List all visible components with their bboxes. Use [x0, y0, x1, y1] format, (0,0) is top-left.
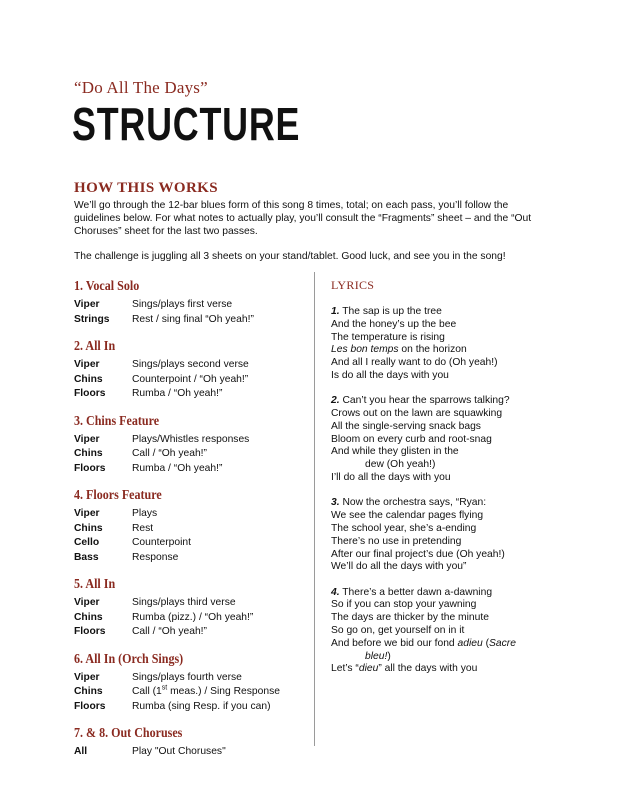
- role-label: Floors: [74, 388, 106, 399]
- lyric-line: And while they glisten in the: [331, 446, 459, 458]
- section-row: [74, 522, 306, 537]
- role-label: Floors: [74, 626, 106, 637]
- role-label: Floors: [74, 700, 106, 712]
- role-label: Chins: [74, 611, 103, 623]
- verse-number: 2.: [331, 395, 340, 407]
- section-title: 1. Vocal Solo: [74, 279, 140, 294]
- lyric-line: I’ll do all the days with you: [331, 472, 451, 484]
- section-row: [74, 433, 306, 448]
- role-task: Play "Out Choruses": [132, 746, 226, 757]
- lyric-line: [331, 651, 561, 664]
- lyric-line: [331, 663, 561, 676]
- lyric-italic: bleu!: [365, 650, 388, 662]
- lyric-text: Let’s “: [331, 663, 359, 675]
- verse-3: [331, 497, 561, 574]
- lyric-line: [331, 587, 561, 600]
- lyric-italic: adieu: [457, 637, 483, 649]
- verse-number: 3.: [331, 497, 340, 509]
- role-label: Viper: [74, 299, 100, 310]
- role-label: Viper: [74, 508, 100, 519]
- role-task: Sings/plays fourth verse: [132, 671, 242, 683]
- role-label: Strings: [74, 313, 110, 325]
- lyric-text: The sap is up the tree: [339, 306, 442, 317]
- section-row: [74, 507, 306, 522]
- verse-number: 1.: [331, 306, 340, 317]
- role-label: All: [74, 746, 88, 757]
- lyric-line: After our final project’s due (Oh yeah!): [331, 548, 505, 560]
- verse-number: 4.: [331, 586, 340, 598]
- lyric-line: [331, 306, 561, 319]
- role-task: Rest / sing final “Oh yeah!”: [132, 313, 254, 325]
- section-5: [74, 576, 306, 640]
- section-row: [74, 596, 306, 611]
- lyric-line: We see the calendar pages flying: [331, 510, 484, 522]
- section-row: [74, 611, 306, 626]
- song-title: “Do All The Days”: [74, 78, 208, 97]
- role-label: Viper: [74, 433, 100, 445]
- lyric-line: Crows out on the lawn are squawking: [331, 408, 503, 420]
- lyric-text: ): [387, 650, 391, 662]
- lyric-text: ” all the days with you: [378, 663, 478, 675]
- intro-paragraph-2: The challenge is juggling all 3 sheets on your stand/tablet. Good luck, and see you in the song!: [74, 251, 506, 262]
- verse-4: [331, 587, 561, 677]
- role-label: Cello: [74, 537, 100, 548]
- section-row: [74, 551, 306, 566]
- role-task: Sings/plays second verse: [132, 359, 249, 370]
- lyric-text: And before we bid our fond: [331, 637, 458, 649]
- lyric-line: The school year, she’s a-ending: [331, 522, 477, 534]
- lyrics-heading: LYRICS: [331, 278, 375, 292]
- section-row: [74, 671, 306, 686]
- lyric-line: So if you can stop your yawning: [331, 599, 477, 611]
- role-task: Response: [132, 551, 179, 563]
- role-task: Call / “Oh yeah!”: [132, 448, 207, 459]
- lyric-line: All the single-serving snack bags: [331, 420, 481, 432]
- section-title: 5. All In: [74, 577, 116, 592]
- lyric-line: [331, 638, 561, 651]
- lyric-text: Now the orchestra says, “Ryan:: [339, 497, 487, 509]
- section-row: [74, 313, 306, 328]
- section-row: [74, 298, 306, 313]
- lyric-line: And the honey’s up the bee: [331, 318, 457, 330]
- task-text: meas.) / Sing Response: [167, 686, 280, 697]
- role-task: Counterpoint / “Oh yeah!”: [132, 373, 249, 385]
- role-task: Call / “Oh yeah!”: [132, 626, 207, 637]
- lyric-line: We’ll do all the days with you”: [331, 561, 467, 573]
- role-label: Chins: [74, 373, 103, 385]
- section-row: [74, 447, 306, 462]
- role-task: Plays/Whistles responses: [132, 433, 250, 445]
- lyric-line: [331, 497, 561, 510]
- role-task: Sings/plays first verse: [132, 299, 233, 310]
- section-3: [74, 413, 306, 477]
- lyric-italic: dieu: [358, 663, 379, 675]
- lyric-line: The days are thicker by the minute: [331, 612, 489, 624]
- role-task: [132, 685, 306, 700]
- section-1: [74, 278, 306, 327]
- section-title: 2. All In: [74, 339, 116, 354]
- role-label: Viper: [74, 597, 100, 608]
- role-task: Counterpoint: [132, 537, 191, 548]
- role-label: Chins: [74, 522, 103, 534]
- how-this-works-heading: HOW THIS WORKS: [74, 180, 218, 196]
- role-label: Bass: [74, 551, 99, 563]
- role-task: Rumba (sing Resp. if you can): [132, 700, 271, 712]
- section-row: [74, 387, 306, 402]
- lyric-text: (: [482, 637, 490, 649]
- intro-text: [74, 199, 554, 275]
- section-title: 7. & 8. Out Choruses: [74, 726, 183, 741]
- section-title: 4. Floors Feature: [74, 488, 162, 503]
- lyric-text: Can’t you hear the sparrows talking?: [339, 395, 510, 407]
- verse-2: [331, 395, 561, 485]
- section-7-8: [74, 725, 306, 760]
- section-row: [74, 685, 306, 700]
- superscript: st: [161, 684, 168, 692]
- lyric-line: So go on, get yourself on in it: [331, 625, 465, 637]
- role-label: Floors: [74, 462, 106, 474]
- role-label: Viper: [74, 671, 100, 683]
- section-4: [74, 487, 306, 565]
- section-2: [74, 338, 306, 402]
- section-row: [74, 745, 306, 760]
- lyric-italic: Sacre: [489, 637, 516, 649]
- lyric-line: There’s no use in pretending: [331, 535, 462, 547]
- structure-sections: [74, 278, 306, 771]
- section-title: 6. All In (Orch Sings): [74, 651, 184, 667]
- section-row: [74, 373, 306, 388]
- lyric-text: There’s a better dawn a-dawning: [339, 586, 493, 598]
- lyric-line: [331, 344, 561, 357]
- lyrics-column: [331, 278, 561, 689]
- section-row: [74, 700, 306, 715]
- role-task: Rumba / “Oh yeah!”: [132, 388, 223, 399]
- role-task: Rest: [132, 522, 154, 534]
- role-label: Chins: [74, 448, 103, 459]
- lyric-line: The temperature is rising: [331, 331, 445, 343]
- lyric-line: [331, 395, 561, 408]
- verse-1: [331, 306, 561, 383]
- lyric-line: Is do all the days with you: [331, 369, 449, 381]
- section-6: [74, 651, 306, 715]
- page-title: STRUCTURE: [72, 98, 301, 150]
- lyric-line: Bloom on every curb and root-snag: [331, 433, 492, 445]
- section-title: 3. Chins Feature: [74, 413, 160, 429]
- section-row: [74, 625, 306, 640]
- column-divider: [314, 272, 315, 746]
- role-task: Sings/plays third verse: [132, 597, 236, 608]
- section-row: [74, 536, 306, 551]
- task-text: Call (1: [132, 686, 162, 697]
- role-label: Viper: [74, 359, 100, 370]
- role-task: Rumba (pizz.) / “Oh yeah!”: [132, 611, 254, 623]
- role-label: Chins: [74, 686, 103, 697]
- intro-paragraph-1: We’ll go through the 12-bar blues form of this song 8 times, total; on each pass, you’ll follow the guidelines below. For what notes to actually play, you’ll consult the “Fragments” sheet – and the “Out Choruses” sheet for the last two passes.: [74, 200, 532, 237]
- role-task: Plays: [132, 508, 158, 519]
- lyric-line: dew (Oh yeah!): [365, 459, 436, 471]
- lyric-italic: Les bon temps: [331, 344, 399, 356]
- section-row: [74, 462, 306, 477]
- section-row: [74, 358, 306, 373]
- role-task: Rumba / “Oh yeah!”: [132, 462, 223, 474]
- lyric-text: on the horizon: [398, 344, 467, 356]
- lyric-line: And all I really want to do (Oh yeah!): [331, 357, 498, 369]
